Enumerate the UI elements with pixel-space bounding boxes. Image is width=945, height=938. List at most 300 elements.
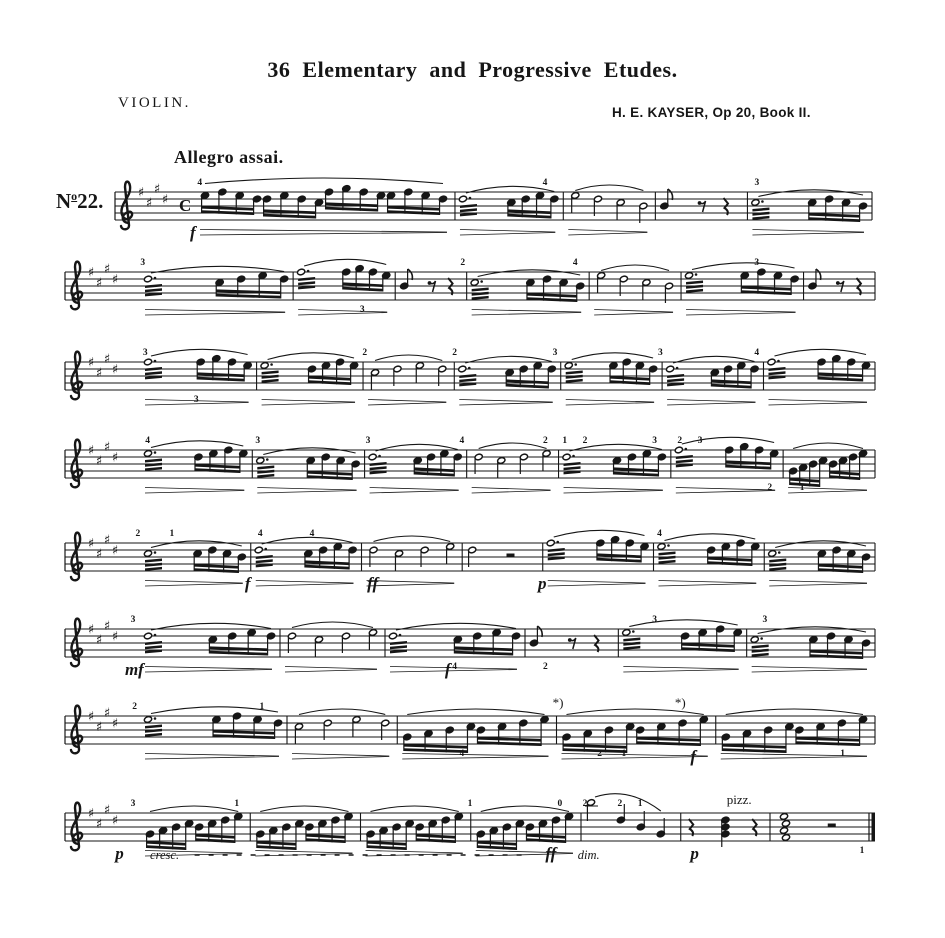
sharp-icon: ♯ — [103, 706, 111, 721]
beam — [548, 552, 565, 556]
beam — [708, 561, 752, 566]
beam — [414, 472, 454, 477]
beam — [830, 471, 860, 476]
beam — [145, 641, 162, 645]
slur — [793, 443, 863, 449]
beam — [326, 207, 378, 212]
note-head-open — [256, 457, 265, 464]
note-head-open — [622, 629, 631, 636]
dynamic-marking: p — [115, 844, 124, 863]
note-head-open — [389, 632, 398, 639]
composer-credit: H. E. KAYSER, Op 20, Book II. — [612, 105, 811, 120]
note-head-open — [782, 820, 791, 827]
dynamic-marking: f — [244, 574, 251, 593]
beam — [213, 730, 275, 735]
beam — [790, 478, 820, 483]
beam — [686, 289, 703, 293]
beam — [145, 559, 162, 563]
beam — [726, 465, 771, 470]
note-head-open — [144, 358, 153, 365]
time-signature: C — [179, 196, 192, 215]
beam — [752, 208, 769, 212]
fingering: 1 — [799, 483, 805, 493]
note-head-open — [368, 453, 377, 460]
sharp-icon: ♯ — [103, 262, 111, 277]
dynamic-marking: f — [189, 223, 196, 242]
beam — [257, 466, 274, 470]
note-head-open — [144, 450, 153, 457]
fingering: 3 — [193, 395, 199, 405]
note-head-open — [458, 365, 467, 372]
beam — [658, 560, 675, 564]
beam — [527, 293, 577, 298]
beam — [388, 210, 440, 215]
beam — [752, 216, 769, 220]
beam — [818, 564, 862, 569]
beam — [686, 281, 703, 285]
beam — [526, 838, 565, 843]
tempo-marking: Allegro assai. — [174, 147, 284, 167]
slur — [481, 806, 569, 812]
slur — [478, 270, 581, 277]
beam — [454, 651, 512, 656]
sharp-icon: ♯ — [111, 629, 119, 645]
sharp-icon: ♯ — [95, 454, 103, 469]
beam — [796, 741, 860, 746]
note-head-open — [657, 543, 666, 550]
note-head-open — [260, 362, 269, 369]
slur — [758, 190, 863, 197]
beam — [306, 834, 345, 839]
beam — [416, 838, 455, 843]
beam — [264, 214, 316, 219]
sharp-icon: ♯ — [103, 533, 111, 548]
slur — [572, 353, 653, 360]
beam — [682, 643, 735, 648]
dynamic-marking: ff — [545, 844, 557, 863]
fingering: 2 — [542, 662, 548, 672]
note-head-open — [780, 813, 789, 820]
sharp-icon: ♯ — [95, 633, 103, 648]
beam — [667, 374, 684, 378]
beam — [194, 568, 238, 573]
staff-system-8 — [65, 792, 875, 863]
fingering: 2 — [597, 749, 602, 759]
beam — [563, 748, 627, 753]
beam — [307, 475, 352, 480]
sharp-icon: ♯ — [87, 622, 95, 638]
fingering: 3 — [130, 615, 136, 625]
beam — [769, 559, 786, 563]
note-head-open — [459, 195, 468, 202]
treble-clef-icon — [71, 262, 82, 310]
sharp-icon: ♯ — [103, 440, 111, 455]
beam — [769, 563, 786, 567]
slur — [260, 806, 348, 812]
beam — [768, 367, 785, 371]
fingering: 4 — [572, 258, 578, 268]
staff-system-3 — [65, 348, 875, 405]
beam — [202, 206, 254, 211]
beam — [147, 841, 186, 846]
beam — [343, 287, 383, 292]
beam — [194, 564, 238, 569]
beam — [708, 557, 752, 562]
beam — [306, 838, 345, 843]
beam — [459, 378, 476, 382]
beam — [809, 217, 860, 222]
sharp-icon: ♯ — [111, 716, 119, 732]
sharp-icon: ♯ — [111, 813, 119, 829]
beam — [477, 737, 541, 742]
dynamic-marking: cresc. — [150, 848, 180, 862]
beam — [682, 647, 735, 652]
slur — [575, 185, 643, 191]
beam — [307, 471, 352, 476]
slur — [726, 709, 863, 715]
treble-clef-icon — [71, 803, 82, 851]
beam — [527, 297, 577, 302]
fingering: 2 — [677, 436, 683, 446]
beam — [711, 384, 751, 389]
beam — [477, 845, 516, 850]
beam — [610, 376, 650, 381]
staff-system-4 — [65, 436, 875, 493]
beam — [256, 555, 273, 559]
beam — [722, 748, 786, 753]
beam — [416, 834, 455, 839]
fingering: 3 — [652, 615, 658, 625]
note-head-open — [144, 550, 153, 557]
beam — [196, 834, 235, 839]
beam — [145, 725, 162, 729]
beam — [257, 841, 296, 846]
beam — [676, 459, 693, 463]
beam — [768, 371, 785, 375]
slur — [595, 794, 661, 811]
fingering: 4 — [257, 529, 263, 539]
fingering: 4 — [197, 178, 203, 188]
fingering: 2 — [542, 436, 548, 446]
slur — [682, 437, 774, 444]
fingering: 4 — [542, 178, 548, 188]
slur — [371, 806, 459, 812]
fingering: 4 — [754, 348, 760, 358]
beam — [145, 459, 162, 463]
sharp-icon: ♯ — [161, 192, 169, 208]
beam — [564, 462, 581, 466]
sharp-icon: ♯ — [137, 185, 145, 201]
piece-number-sup: o — [71, 189, 78, 203]
fingering: 1 — [562, 436, 568, 446]
beam — [256, 559, 273, 563]
fingering: 4 — [452, 662, 457, 672]
beam — [472, 292, 489, 296]
beam — [196, 838, 235, 843]
beam — [257, 845, 296, 850]
treble-clef-icon — [121, 182, 132, 230]
slur — [375, 355, 442, 361]
beam — [810, 654, 863, 659]
beam — [145, 467, 162, 471]
slur — [205, 178, 443, 184]
fingering: 2 — [132, 702, 138, 712]
sharp-icon: ♯ — [111, 450, 119, 466]
beam — [262, 375, 279, 379]
beam — [506, 384, 548, 389]
beam — [752, 653, 769, 657]
fingering: 2 — [582, 436, 588, 446]
fingering: 3 — [652, 436, 658, 446]
fingering: 3 — [657, 348, 663, 358]
annotation-text: *) — [552, 695, 564, 710]
slur — [554, 530, 645, 537]
sharp-icon: ♯ — [87, 443, 95, 459]
fingering: 3 — [365, 436, 371, 446]
slur — [774, 349, 866, 356]
beam — [623, 646, 640, 650]
annotation-text: *) — [674, 695, 686, 710]
dynamic-marking: f — [690, 747, 696, 766]
beam — [209, 651, 267, 656]
beam — [741, 290, 791, 295]
beam — [145, 463, 162, 467]
sharp-icon: ♯ — [103, 352, 111, 367]
beam — [752, 212, 769, 216]
dynamic-marking: p — [690, 844, 699, 863]
dynamic-marking: mf — [124, 660, 144, 679]
piece-number-prefix: N — [56, 189, 72, 213]
staff-system-5 — [65, 529, 875, 593]
dynamic-marking: f — [444, 660, 451, 679]
beam — [145, 567, 162, 571]
fingering: 4 — [459, 436, 465, 446]
note-head-open — [144, 716, 153, 723]
fingering: 4 — [309, 529, 315, 539]
beam — [262, 379, 279, 383]
dynamic-marking: p — [538, 574, 547, 593]
beam — [637, 741, 701, 746]
beam — [667, 378, 684, 382]
beam — [390, 645, 407, 649]
staff-system-7 — [65, 695, 875, 766]
beam — [262, 371, 279, 375]
fingering: 1 — [259, 702, 265, 712]
beam — [298, 277, 315, 281]
slur — [775, 541, 866, 548]
note-head-open — [666, 365, 675, 372]
beam — [145, 367, 162, 371]
slur — [601, 265, 669, 271]
beam — [460, 204, 477, 208]
note-head-open — [297, 268, 306, 275]
fingering: 1 — [859, 846, 865, 856]
sharp-icon: ♯ — [95, 547, 103, 562]
beam — [676, 455, 693, 459]
sharp-icon: ♯ — [87, 709, 95, 725]
beam — [404, 748, 468, 753]
beam — [526, 834, 565, 839]
beam — [637, 737, 701, 742]
fingering: 2 — [362, 348, 368, 358]
fingering: 2 — [617, 799, 623, 809]
beam — [309, 376, 351, 381]
beam — [309, 380, 351, 385]
fingering: 2 — [582, 799, 588, 809]
piece-number-rest: 22. — [77, 189, 104, 213]
note-head-open — [144, 275, 153, 282]
beam — [195, 468, 240, 473]
fingering: 1 — [234, 799, 240, 809]
beam — [769, 567, 786, 571]
beam — [564, 466, 581, 470]
beam — [298, 281, 315, 285]
half-rest — [506, 554, 514, 558]
fingering: 1 — [467, 799, 473, 809]
beam — [213, 734, 275, 739]
beam — [257, 474, 274, 478]
beam — [477, 841, 516, 846]
instrument-label: VIOLIN. — [118, 95, 191, 111]
sharp-icon: ♯ — [87, 806, 95, 822]
beam — [508, 214, 551, 219]
beam — [145, 733, 162, 737]
beam — [810, 650, 863, 655]
slur — [151, 349, 248, 356]
fingering: 1 — [637, 799, 643, 809]
note-head-open — [144, 632, 153, 639]
beam — [388, 206, 440, 211]
beam — [597, 558, 641, 563]
beam — [305, 565, 349, 570]
fingering: 3 — [754, 258, 760, 268]
beam — [145, 288, 162, 292]
slur — [692, 263, 795, 270]
slur — [374, 536, 451, 542]
beam — [610, 380, 650, 385]
beam — [195, 464, 240, 469]
beam — [202, 210, 254, 215]
fingering: 2 — [452, 348, 457, 358]
fingering: 2 — [135, 529, 141, 539]
sharp-icon: ♯ — [145, 196, 153, 211]
final-barline — [872, 813, 876, 841]
slur — [151, 541, 242, 548]
score-canvas — [0, 148, 945, 938]
note-head-open — [674, 446, 683, 453]
beam — [686, 285, 703, 289]
fingering: 3 — [140, 258, 146, 268]
slur — [292, 622, 373, 628]
sharp-icon: ♯ — [153, 182, 161, 197]
beam — [818, 377, 863, 382]
sharp-icon: ♯ — [95, 720, 103, 735]
fingering: 2 — [767, 483, 773, 493]
fingering: 3 — [359, 305, 365, 315]
note-head-open — [254, 546, 263, 553]
note-head-open — [470, 279, 479, 286]
slur — [479, 443, 547, 449]
beam — [216, 294, 281, 299]
note-head-open — [546, 539, 555, 546]
fingering: 4 — [459, 749, 465, 759]
annotation-text: pizz. — [726, 792, 752, 807]
beam — [472, 288, 489, 292]
beam — [145, 563, 162, 567]
beam — [818, 568, 862, 573]
fingering: 1 — [621, 749, 627, 759]
half-rest — [828, 824, 836, 828]
fingering: 0 — [557, 799, 563, 809]
fingering: 3 — [762, 615, 768, 625]
note-head-open — [750, 636, 759, 643]
beam — [367, 845, 406, 850]
fingering: 3 — [255, 436, 261, 446]
treble-clef-icon — [71, 619, 82, 667]
beam — [367, 841, 406, 846]
treble-clef-icon — [71, 440, 82, 488]
beam — [623, 642, 640, 646]
fingering: 3 — [552, 348, 558, 358]
sharp-icon: ♯ — [103, 619, 111, 634]
beam — [614, 472, 659, 477]
beam — [790, 482, 820, 487]
sharp-icon: ♯ — [95, 817, 103, 832]
staff-system-6 — [65, 615, 875, 679]
beam — [257, 470, 274, 474]
beam — [548, 548, 565, 552]
beam — [145, 729, 162, 733]
beam — [566, 371, 583, 375]
fingering: 4 — [657, 529, 662, 539]
beam — [390, 641, 407, 645]
beam — [145, 371, 162, 375]
treble-clef-icon — [71, 706, 82, 754]
dynamic-marking: ff — [367, 574, 379, 593]
note-head-open — [780, 827, 789, 834]
note-head-open — [751, 199, 760, 206]
fingering: 1 — [840, 749, 845, 759]
beam — [796, 737, 860, 742]
page-title: 36 Elementary and Progressive Etudes. — [267, 57, 678, 82]
beam — [623, 638, 640, 642]
fingering: 3 — [697, 436, 703, 446]
note-head-open — [562, 453, 571, 460]
beam — [566, 375, 583, 379]
beam — [658, 556, 675, 560]
fingering: 2 — [460, 258, 466, 268]
beam — [830, 475, 860, 480]
slur — [263, 448, 355, 455]
staff-system-1 — [115, 178, 872, 242]
treble-clef-icon — [71, 533, 82, 581]
sharp-icon: ♯ — [111, 543, 119, 559]
beam — [145, 645, 162, 649]
beam — [459, 374, 476, 378]
beam — [197, 377, 244, 382]
fingering: 3 — [142, 348, 148, 358]
treble-clef-icon — [71, 352, 82, 400]
beam — [741, 286, 791, 291]
note-head-open — [685, 272, 694, 279]
fingering: 1 — [169, 529, 175, 539]
sharp-icon: ♯ — [95, 276, 103, 291]
dynamic-marking: dim. — [577, 848, 600, 862]
beam — [460, 208, 477, 212]
note-head-open — [782, 834, 791, 841]
sharp-icon: ♯ — [111, 272, 119, 288]
sharp-icon: ♯ — [87, 265, 95, 281]
